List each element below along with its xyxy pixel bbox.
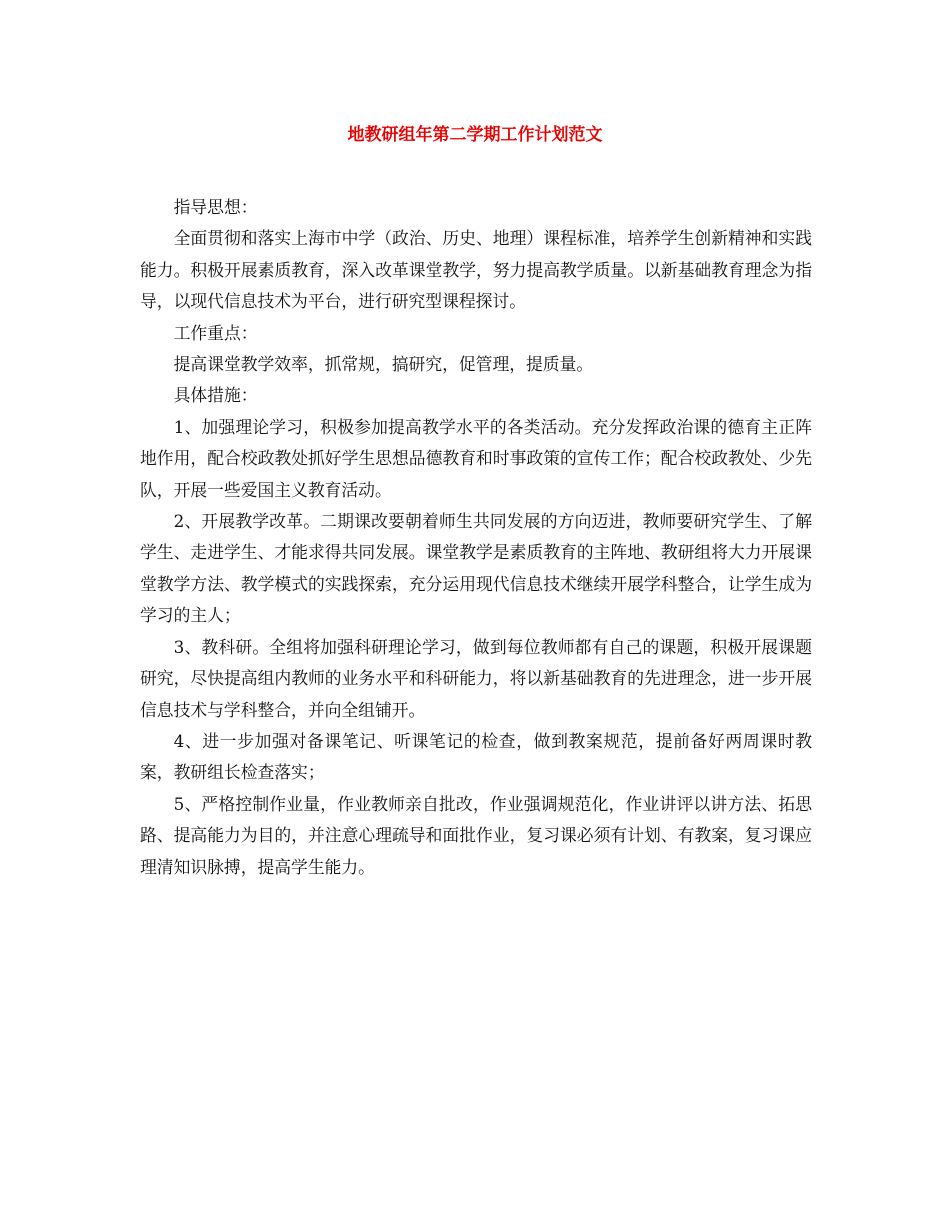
section-heading-guiding-ideology: 指导思想： (173, 197, 258, 217)
measure-item-1: 1、加强理论学习，积极参加提高教学水平的各类活动。充分发挥政治课的德育主正阵地作用，配合校政教处抓好学生思想品德教育和时事政策的宣传工作；配合校政教处、少先队，开展一些爱国主义教育活动。 (140, 416, 812, 500)
paragraph-work-focus: 提高课堂教学效率，抓常规，搞研究，促管理，提质量。 (173, 354, 594, 375)
measure-item-3: 3、教科研。全组将加强科研理论学习，做到每位教师都有自己的课题，积极开展课题研究，尽快提高组内教师的业务水平和科研能力，将以新基础教育的先进理念，进一步开展信息技术与学科整合，并向全组铺开。 (140, 636, 812, 720)
document-body (140, 192, 812, 883)
measure-item-5: 5、严格控制作业量，作业教师亲自批改，作业强调规范化，作业讲评以讲方法、拓思路、提高能力为目的，并注意心理疏导和面批作业，复习课必须有计划、有教案，复习课应理清知识脉搏，提高学生能力。 (140, 793, 812, 877)
measure-item-2: 2、开展教学改革。二期课改要朝着师生共同发展的方向迈进，教师要研究学生、了解学生、走进学生、才能求得共同发展。课堂教学是素质教育的主阵地、教研组将大力开展课堂教学方法、教学模式的实践探索，充分运用现代信息技术继续开展学科整合，让学生成为学习的主人； (140, 511, 812, 626)
section-heading-work-focus: 工作重点： (173, 322, 258, 343)
section-heading-measures: 具体措施： (173, 385, 258, 406)
measure-item-4: 4、进一步加强对备课笔记、听课笔记的检查，做到教案规范，提前备好两周课时教案，教研组长检查落实； (140, 730, 812, 783)
paragraph-guiding-ideology: 全面贯彻和落实上海市中学（政治、历史、地理）课程标准，培养学生创新精神和实践能力。积极开展素质教育，深入改革课堂教学，努力提高教学质量。以新基础教育理念为指导，以现代信息技术为平台，进行研究型课程探讨。 (140, 228, 812, 312)
document-title: 地教研组年第二学期工作计划范文 (347, 125, 603, 145)
